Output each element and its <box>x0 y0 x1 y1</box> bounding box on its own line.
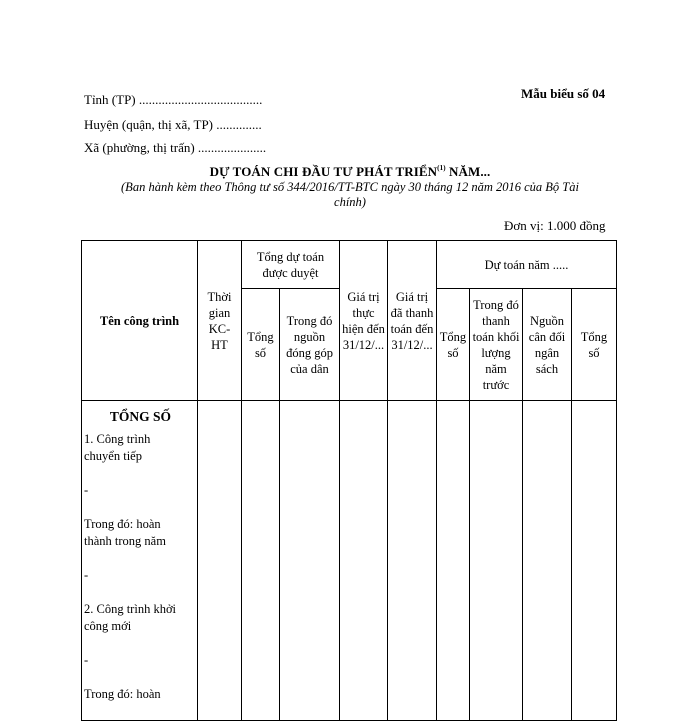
project-name-column <box>82 401 198 721</box>
empty-cell <box>572 401 617 721</box>
document-title <box>0 164 700 180</box>
form-code: Mẫu biểu số 04 <box>521 86 606 101</box>
grand-total-label: TỔNG SỐ <box>109 409 172 424</box>
header-total-approved: Tổng dự toán được duyệt <box>242 241 340 289</box>
empty-cell <box>388 401 437 721</box>
empty-cell <box>242 401 280 721</box>
header-value-paid: Giá trị đã thanh toán đến 31/12/... <box>388 241 437 401</box>
document-subtitle <box>80 180 620 210</box>
header-value-done: Giá trị thực hiện đến 31/12/... <box>340 241 388 401</box>
province-line: Tỉnh (TP) ...................................... <box>84 92 263 107</box>
subtitle-line-2: chính) <box>334 195 366 209</box>
dash-item: - <box>84 568 89 582</box>
commune-line: Xã (phường, thị trấn) ..................... <box>84 140 267 155</box>
header-estimate-total: Tổng số <box>437 289 470 401</box>
empty-cell <box>340 401 388 721</box>
dash-item: - <box>84 483 89 497</box>
header-estimate-year: Dự toán năm ..... <box>437 241 617 289</box>
empty-cell <box>198 401 242 721</box>
empty-cell <box>523 401 572 721</box>
header-contribution: Trong đó nguồn đóng góp của dân <box>280 289 340 401</box>
new-label-1: 2. Công trình khởi <box>84 602 177 616</box>
unit-label: Đơn vị: 1.000 đồng <box>504 218 606 233</box>
header-project-name: Tên công trình <box>82 241 198 401</box>
title-main: DỰ TOÁN CHI ĐẦU TƯ PHÁT TRIỂN <box>209 164 438 179</box>
header-time: Thời gian KC- HT <box>198 241 242 401</box>
new-label-2: công mới <box>84 619 132 633</box>
completed-label-2: thành trong năm <box>84 534 166 548</box>
header-estimate-total-2: Tổng số <box>572 289 617 401</box>
completed-label-1: Trong đó: hoàn <box>84 517 161 531</box>
ongoing-label-1: 1. Công trình <box>84 432 151 446</box>
budget-table <box>81 240 617 721</box>
empty-cell <box>470 401 523 721</box>
title-footnote-mark: (1) <box>437 164 446 172</box>
district-line: Huyện (quận, thị xã, TP) .............. <box>84 117 262 132</box>
ongoing-label-2: chuyển tiếp <box>84 449 142 463</box>
header-approved-total: Tổng số <box>242 289 280 401</box>
title-year: NĂM... <box>445 164 491 179</box>
empty-cell <box>437 401 470 721</box>
header-estimate-previous: Trong đó thanh toán khối lượng năm trước <box>470 289 523 401</box>
completed-new-label-1: Trong đó: hoàn <box>84 687 161 701</box>
subtitle-line-1: (Ban hành kèm theo Thông tư số 344/2016/TT-BTC ngày 30 tháng 12 năm 2016 của Bộ Tài <box>121 180 579 194</box>
dash-item: - <box>84 653 89 667</box>
header-estimate-budget: Nguồn cân đối ngân sách <box>523 289 572 401</box>
empty-cell <box>280 401 340 721</box>
